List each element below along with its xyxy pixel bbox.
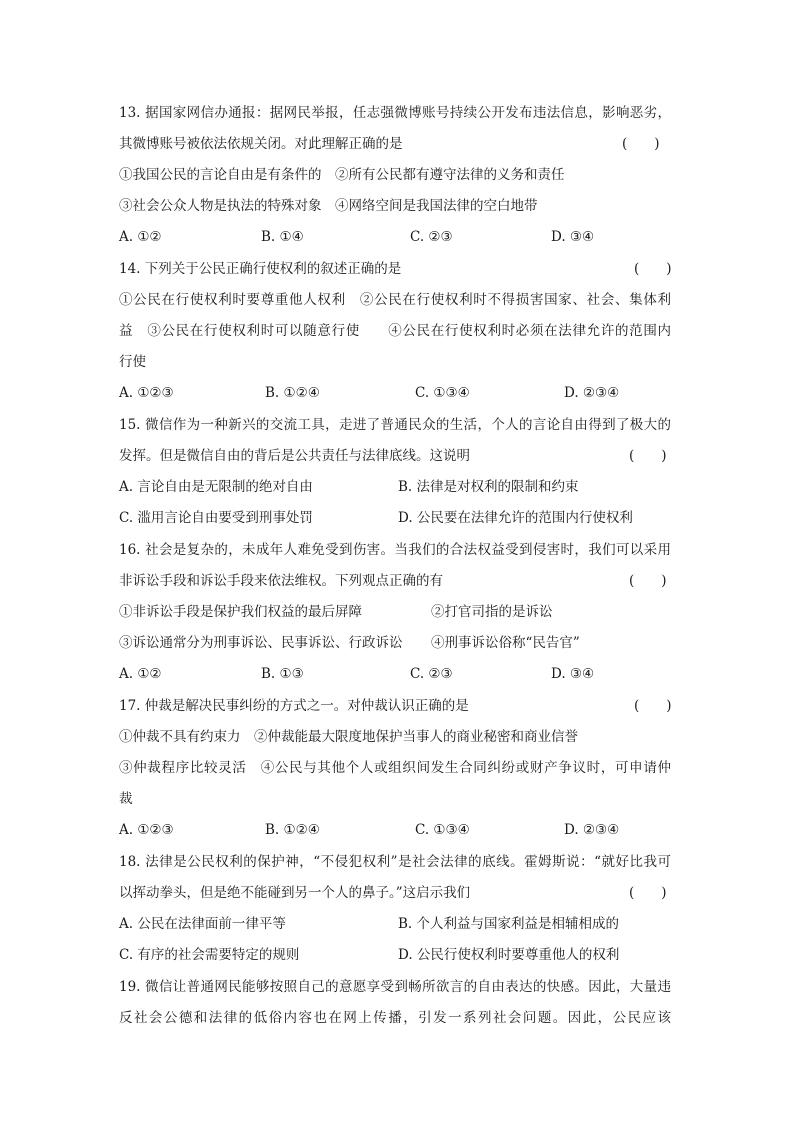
q19-stem-line-2: 反社会公德和法律的低俗内容也在网上传播，引发一系列社会问题。因此，公民应该 xyxy=(119,1010,671,1026)
q18-option-d: D. 公民行使权利时要尊重他人的权利 xyxy=(398,947,620,963)
q18-stem-line-1: 18. 法律是公民权利的保护神，“不侵犯权利”是社会法律的底线。霍姆斯说：“就好比我可 xyxy=(119,854,671,870)
q14-option-b: B. ①②④ xyxy=(265,385,320,401)
q15-option-d: D. 公民要在法律允许的范围内行使权利 xyxy=(398,510,633,526)
q14-statement-line-2: 益 ③公民在行使权利时可以随意行使 ④公民在行使权利时必须在法律允许的范围内 xyxy=(119,323,671,339)
q17-option-b: B. ①②④ xyxy=(265,822,320,838)
q16-option-a: A. ①② xyxy=(119,666,162,682)
q16-stem-line-1: 16. 社会是复杂的，未成年人难免受到伤害。当我们的合法权益受到侵害时，我们可以采用 xyxy=(119,542,671,558)
q16-statement-2: ②打官司指的是诉讼 xyxy=(431,604,553,620)
q17-answer-blank: ( ) xyxy=(634,698,672,714)
q14-answer-blank: ( ) xyxy=(634,261,672,277)
q16-option-d: D. ③④ xyxy=(551,666,595,682)
q18-option-c: C. 有序的社会需要特定的规则 xyxy=(119,947,300,963)
q16-option-b: B. ①③ xyxy=(261,666,304,682)
q13-stem-line-2: 其微博账号被依法依规关闭。对此理解正确的是 xyxy=(119,136,403,152)
q17-stem-line-1: 17. 仲裁是解决民事纠纷的方式之一。对仲裁认识正确的是 xyxy=(119,698,469,714)
q15-stem-line-1: 15. 微信作为一种新兴的交流工具，走进了普通民众的生活，个人的言论自由得到了极大的 xyxy=(119,417,671,433)
q13-statement-line-2: ③社会公众人物是执法的特殊对象 ④网络空间是我国法律的空白地带 xyxy=(119,198,538,214)
q13-option-a: A. ①② xyxy=(119,229,162,245)
q18-option-b: B. 个人利益与国家利益是相辅相成的 xyxy=(398,916,620,932)
q15-option-a: A. 言论自由是无限制的绝对自由 xyxy=(119,479,313,495)
q18-option-a: A. 公民在法律面前一律平等 xyxy=(119,916,286,932)
q15-answer-blank: ( ) xyxy=(629,448,667,464)
q13-answer-blank: ( ) xyxy=(622,136,660,152)
q13-statement-line-1: ①我国公民的言论自由是有条件的 ②所有公民都有遵守法律的义务和责任 xyxy=(119,167,565,183)
q14-statement-line-1: ①公民在行使权利时要尊重他人权利 ②公民在行使权利时不得损害国家、社会、集体利 xyxy=(119,292,671,308)
q14-option-c: C. ①③④ xyxy=(415,385,470,401)
q16-answer-blank: ( ) xyxy=(629,573,667,589)
q15-stem-line-2: 发挥。但是微信自由的背后是公共责任与法律底线。这说明 xyxy=(119,448,470,464)
q17-option-d: D. ②③④ xyxy=(564,822,620,838)
q13-option-d: D. ③④ xyxy=(551,229,595,245)
q16-statement-1: ①非诉讼手段是保护我们权益的最后屏障 xyxy=(119,604,362,620)
q14-option-d: D. ②③④ xyxy=(564,385,620,401)
q13-option-c: C. ②③ xyxy=(410,229,453,245)
q15-option-c: C. 滥用言论自由要受到刑事处罚 xyxy=(119,510,313,526)
q16-statement-4: ④刑事诉讼俗称“民告官” xyxy=(431,635,580,651)
q17-option-a: A. ①②③ xyxy=(119,822,174,838)
q16-stem-line-2: 非诉讼手段和诉讼手段来依法维权。下列观点正确的有 xyxy=(119,573,443,589)
q14-statement-line-3: 行使 xyxy=(119,354,146,370)
q18-answer-blank: ( ) xyxy=(629,885,667,901)
q14-option-a: A. ①②③ xyxy=(119,385,174,401)
q14-stem-line-1: 14. 下列关于公民正确行使权利的叙述正确的是 xyxy=(119,261,402,277)
q17-option-c: C. ①③④ xyxy=(415,822,470,838)
q18-stem-line-2: 以挥动拳头，但是绝不能碰到另一个人的鼻子。”这启示我们 xyxy=(119,885,471,901)
q17-statement-line-1: ①仲裁不具有约束力 ②仲裁能最大限度地保护当事人的商业秘密和商业信誉 xyxy=(119,729,578,745)
q15-option-b: B. 法律是对权利的限制和约束 xyxy=(398,479,579,495)
q16-statement-3: ③诉讼通常分为刑事诉讼、民事诉讼、行政诉讼 xyxy=(119,635,403,651)
q17-statement-line-2: ③仲裁程序比较灵活 ④公民与其他个人或组织间发生合同纠纷或财产争议时，可申请仲 xyxy=(119,760,671,776)
q19-stem-line-1: 19. 微信让普通网民能够按照自己的意愿享受到畅所欲言的自由表达的快感。因此，大量违 xyxy=(119,979,671,995)
q16-option-c: C. ②③ xyxy=(410,666,453,682)
q17-statement-line-3: 裁 xyxy=(119,791,133,807)
q13-option-b: B. ①④ xyxy=(261,229,304,245)
q13-stem-line-1: 13. 据国家网信办通报：据网民举报，任志强微博账号持续公开发布违法信息，影响恶劣， xyxy=(119,105,671,121)
